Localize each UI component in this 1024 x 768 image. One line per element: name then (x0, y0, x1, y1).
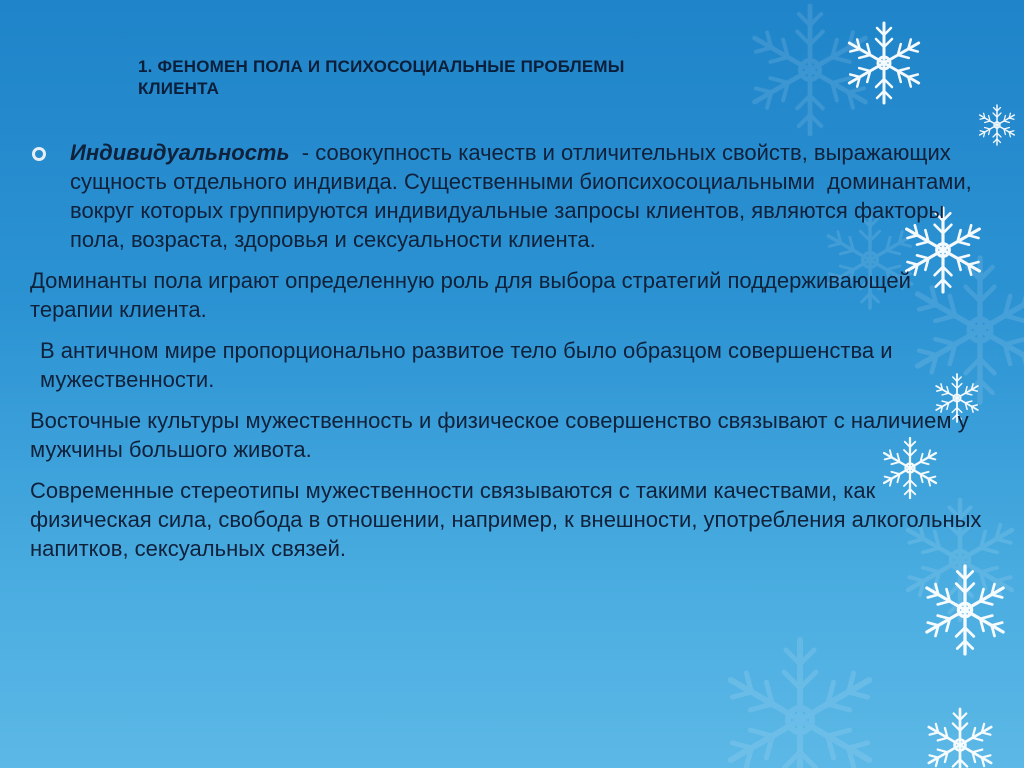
slide-body (30, 138, 985, 563)
bullet-item (30, 138, 985, 254)
paragraph-4: Современные стереотипы мужественности связываются с такими качествами, как физическая сила, свобода в отношении, например, к внешности, употребления алкогольных напитков, сексуальных связей. (30, 478, 982, 561)
bullet-circle-icon (32, 147, 46, 161)
bullet-term: Индивидуальность (70, 140, 290, 165)
title-line-2: КЛИЕНТА (138, 79, 220, 98)
snowflake-icon (925, 709, 995, 768)
slide-title (138, 56, 778, 100)
paragraph-2: В античном мире пропорционально развитое тело было образцом совершенства и мужественности. (40, 338, 893, 392)
paragraph-1: Доминанты пола играют определенную роль для выбора стратегий поддерживающей терапии клиента. (30, 268, 911, 322)
paragraph-3: Восточные культуры мужественность и физическое совершенство связывают с наличием у мужчины большого живота. (30, 408, 969, 462)
title-line-1: 1. ФЕНОМЕН ПОЛА И ПСИХОСОЦИАЛЬНЫЕ ПРОБЛЕМЫ (138, 57, 625, 76)
bullet-text: - совокупность качеств и отличительных свойств, выражающих сущность отдельного индивида. Существенными биопсихосоциальными доминантами, вокруг которых группируются индивидуальные запросы клиентов, являются факторы пола, возраста, здоровья и сексуальности клиента. (70, 140, 978, 252)
